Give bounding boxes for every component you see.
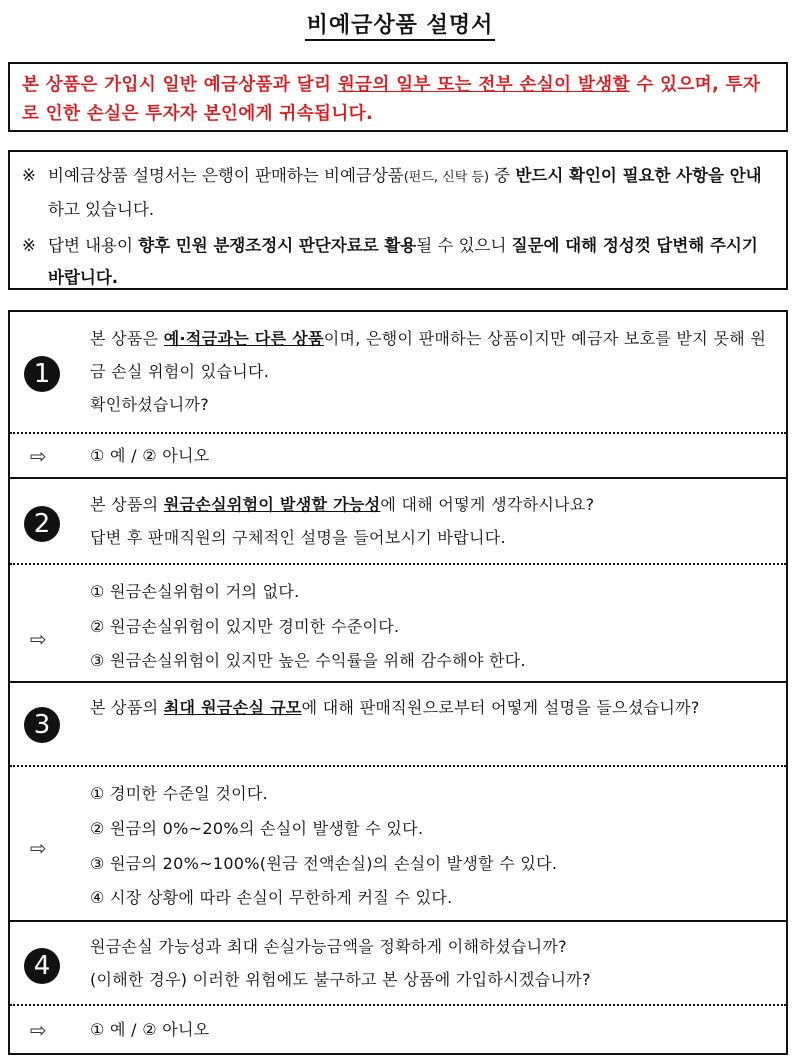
reference-mark-icon: ※ [22, 166, 36, 185]
answer-option[interactable]: ② 원금손실위험이 있지만 경미한 수준이다. [90, 617, 400, 636]
notice-item-2 [22, 230, 774, 294]
right-arrow-icon: ⇨ [30, 444, 47, 468]
answer-4 [10, 1004, 786, 1055]
question-1-text: 본 상품은 예·적금과는 다른 상품이며, 은행이 판매하는 상품이지만 예금자 보호를 받지 못해 원금 손실 위험이 있습니다. 확인하셨습니까? [90, 329, 767, 414]
question-4 [10, 920, 786, 1006]
question-3-text: 본 상품의 최대 원금손실 규모에 대해 판매직원으로부터 어떻게 설명을 들으셨습니까? [90, 698, 700, 717]
right-arrow-icon: ⇨ [30, 627, 47, 651]
warning-text-1: 본 상품은 가입시 일반 예금상품과 달리 [22, 75, 338, 95]
answer-option[interactable]: ③ 원금의 20%~100%(원금 전액손실)의 손실이 발생할 수 있다. [90, 854, 558, 873]
question-2 [10, 477, 786, 565]
answer-1 [10, 432, 786, 479]
reference-mark-icon: ※ [22, 236, 36, 255]
question-number-badge: 4 [24, 948, 60, 984]
notice-box [8, 150, 788, 290]
question-1 [10, 312, 786, 432]
answer-option[interactable]: ① 원금손실위험이 거의 없다. [90, 582, 300, 601]
warning-text-2: 수 있으며, 투자로 인한 손실은 투자자 본인에게 귀속됩니다. [22, 75, 761, 124]
right-arrow-icon: ⇨ [30, 836, 47, 860]
question-2-text: 본 상품의 원금손실위험이 발생할 가능성에 대해 어떻게 생각하시나요? 답변 후 판매직원의 구체적인 설명을 들어보시기 바랍니다. [90, 495, 595, 547]
question-number-badge: 3 [24, 707, 60, 743]
notice-item-1 [22, 160, 774, 226]
answer-option[interactable]: ① 예 / ② 아니오 [90, 1020, 210, 1039]
right-arrow-icon: ⇨ [30, 1018, 47, 1042]
notice-text-1: 비예금상품 설명서는 은행이 판매하는 비예금상품(펀드, 신탁 등) 중 반드시 확인이 필요한 사항을 안내하고 있습니다. [48, 166, 762, 219]
page-title: 비예금상품 설명서 [0, 8, 800, 39]
answer-2 [10, 563, 786, 683]
answer-3 [10, 765, 786, 922]
warning-underlined: 원금의 일부 또는 전부 손실이 발생할 [337, 75, 630, 95]
question-3 [10, 681, 786, 767]
notice-text-2: 답변 내용이 향후 민원 분쟁조정시 판단자료로 활용될 수 있으니 질문에 대해 정성껏 답변해 주시기 바랍니다. [48, 236, 758, 287]
question-number-badge: 1 [24, 356, 60, 392]
answer-option[interactable]: ③ 원금손실위험이 있지만 높은 수익률을 위해 감수해야 한다. [90, 651, 526, 670]
question-4-text: 원금손실 가능성과 최대 손실가능금액을 정확하게 이해하셨습니까? (이해한 경우) 이러한 위험에도 불구하고 본 상품에 가입하시겠습니까? [90, 937, 591, 989]
question-checklist [8, 310, 788, 1055]
answer-option[interactable]: ④ 시장 상황에 따라 손실이 무한하게 커질 수 있다. [90, 888, 453, 907]
answer-option[interactable]: ② 원금의 0%~20%의 손실이 발생할 수 있다. [90, 819, 424, 838]
risk-warning-box [8, 62, 788, 132]
answer-option[interactable]: ① 경미한 수준일 것이다. [90, 784, 268, 803]
answer-option[interactable]: ① 예 / ② 아니오 [90, 446, 210, 465]
question-number-badge: 2 [24, 506, 60, 542]
